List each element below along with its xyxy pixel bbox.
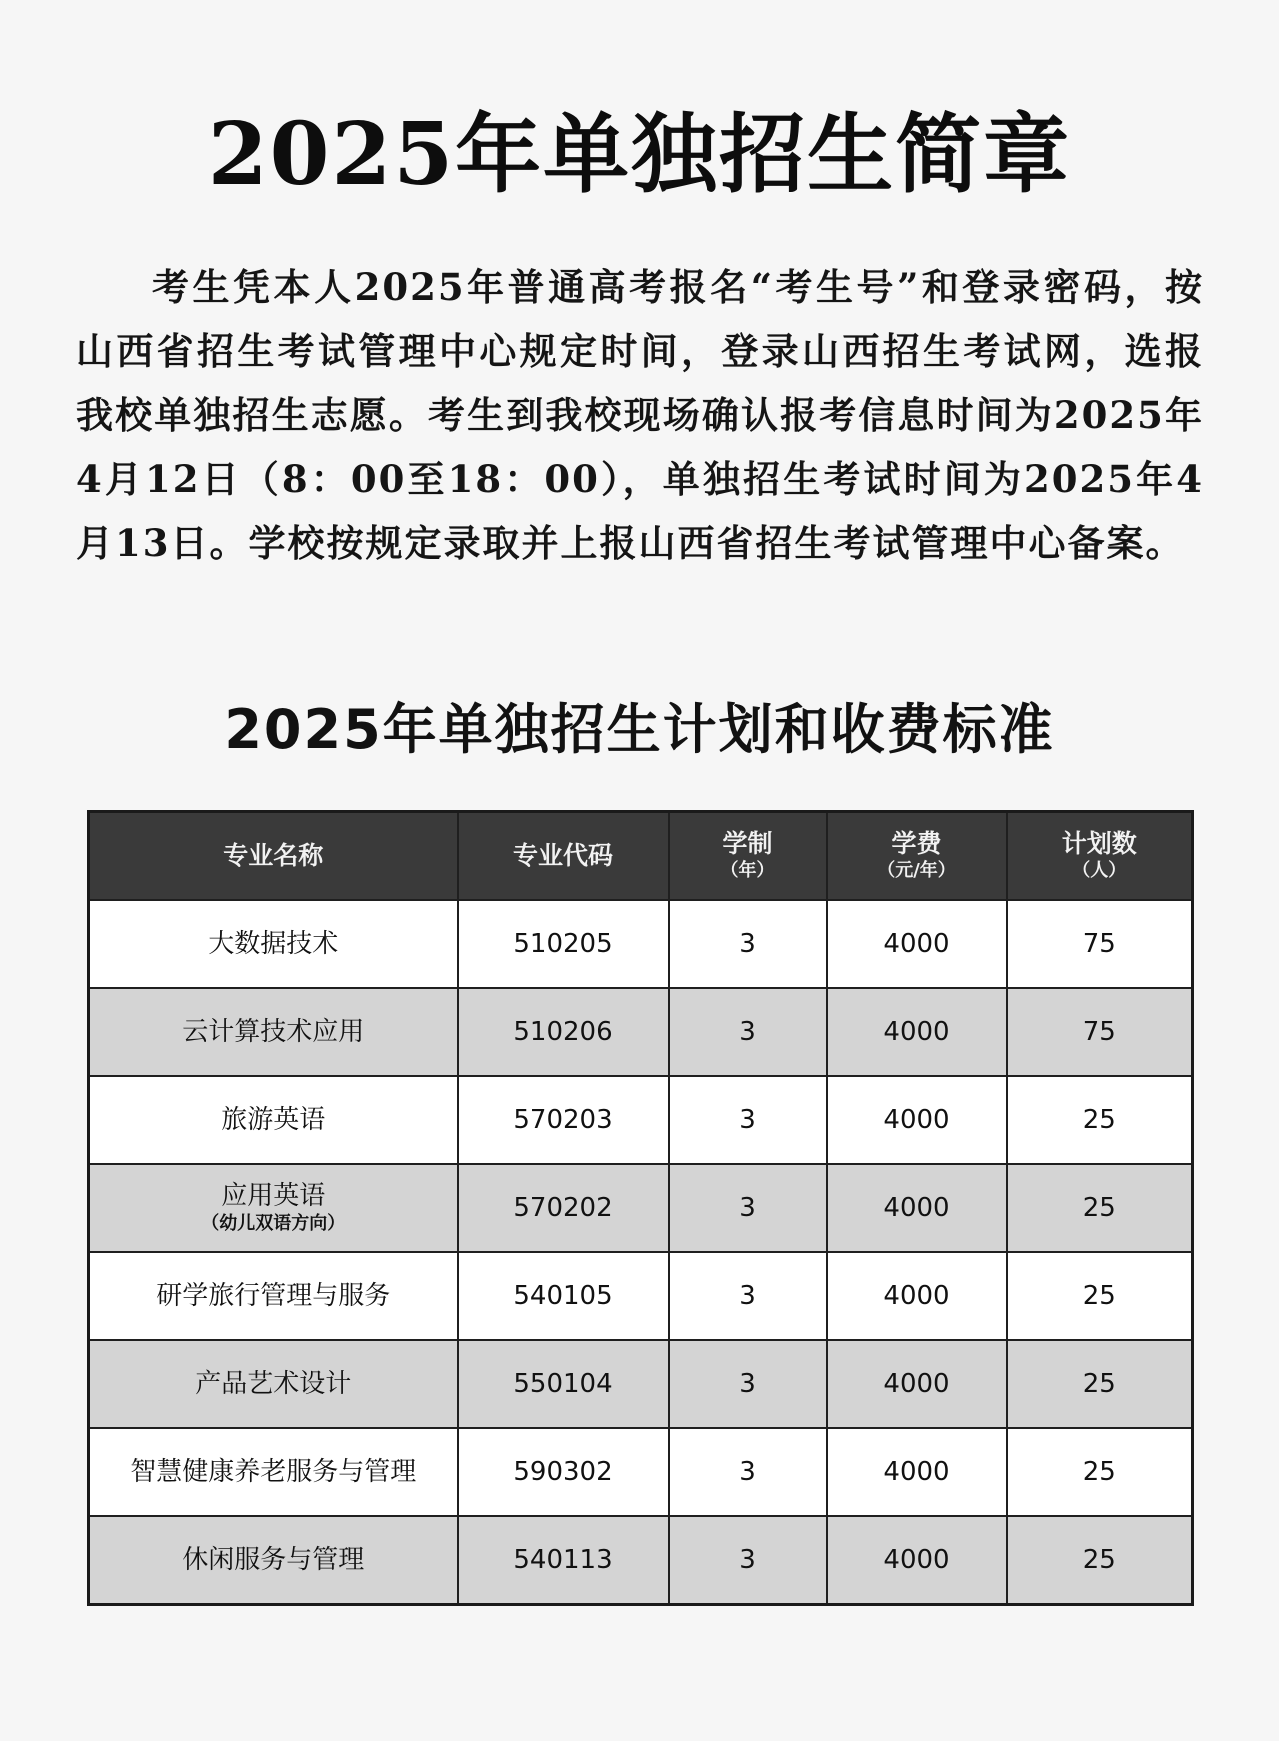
header-plan-count	[1007, 812, 1193, 901]
plan-subtitle: 2025年单独招生计划和收费标准	[224, 698, 1055, 761]
table-row	[89, 988, 1193, 1076]
cell-major-name	[89, 1428, 458, 1516]
cell-major-name	[89, 1340, 458, 1428]
major-name: 智慧健康养老服务与管理	[130, 1457, 417, 1487]
cell-major-name	[89, 988, 458, 1076]
cell-major-code: 590302	[458, 1428, 669, 1516]
cell-plan-count: 25	[1007, 1076, 1193, 1164]
cell-major-name	[89, 1076, 458, 1164]
table-row	[89, 1252, 1193, 1340]
cell-tuition: 4000	[827, 1252, 1007, 1340]
major-name: 大数据技术	[208, 929, 339, 959]
cell-major-code: 570202	[458, 1164, 669, 1252]
header-major-name	[89, 812, 458, 901]
cell-major-name	[89, 1252, 458, 1340]
header-label: 专业代码	[512, 841, 613, 870]
major-name: 云计算技术应用	[182, 1017, 365, 1047]
cell-plan-count: 25	[1007, 1516, 1193, 1605]
cell-duration: 3	[669, 1252, 827, 1340]
header-tuition	[827, 812, 1007, 901]
header-unit: （人）	[1072, 860, 1127, 881]
cell-duration: 3	[669, 1076, 827, 1164]
table-body	[89, 900, 1193, 1605]
cell-tuition: 4000	[827, 988, 1007, 1076]
header-duration	[669, 812, 827, 901]
cell-tuition: 4000	[827, 900, 1007, 988]
cell-duration: 3	[669, 1516, 827, 1605]
cell-tuition: 4000	[827, 1428, 1007, 1516]
cell-tuition: 4000	[827, 1164, 1007, 1252]
cell-plan-count: 25	[1007, 1252, 1193, 1340]
cell-duration: 3	[669, 1164, 827, 1252]
header-major-code	[458, 812, 669, 901]
table-row	[89, 900, 1193, 988]
cell-tuition: 4000	[827, 1076, 1007, 1164]
cell-major-code: 540113	[458, 1516, 669, 1605]
cell-major-code: 540105	[458, 1252, 669, 1340]
enrollment-plan-table	[87, 810, 1194, 1606]
cell-major-code: 510206	[458, 988, 669, 1076]
header-label: 计划数	[1061, 829, 1137, 858]
cell-plan-count: 75	[1007, 900, 1193, 988]
major-name: 研学旅行管理与服务	[156, 1281, 391, 1311]
table-row	[89, 1164, 1193, 1252]
major-note: （幼儿双语方向）	[201, 1213, 346, 1234]
cell-plan-count: 25	[1007, 1164, 1193, 1252]
cell-duration: 3	[669, 900, 827, 988]
header-label: 学费	[891, 829, 942, 858]
cell-plan-count: 75	[1007, 988, 1193, 1076]
cell-tuition: 4000	[827, 1340, 1007, 1428]
cell-plan-count: 25	[1007, 1428, 1193, 1516]
header-unit: （元/年）	[877, 860, 956, 881]
cell-major-code: 550104	[458, 1340, 669, 1428]
intro-paragraph: 考生凭本人2025年普通高考报名“考生号”和登录密码，按山西省招生考试管理中心规定时间，登录山西招生考试网，选报我校单独招生志愿。考生到我校现场确认报考信息时间为2025年4月12日（8：00至18：00），单独招生考试时间为2025年4月13日。学校按规定录取并上报山西省招生考试管理中心备案。	[76, 265, 1204, 565]
header-label: 学制	[722, 829, 773, 858]
major-name: 应用英语	[221, 1181, 326, 1211]
table-header	[89, 812, 1193, 901]
cell-major-name	[89, 1516, 458, 1605]
cell-duration: 3	[669, 988, 827, 1076]
cell-duration: 3	[669, 1428, 827, 1516]
cell-major-name	[89, 1164, 458, 1252]
table-row	[89, 1340, 1193, 1428]
main-title: 2025年单独招生简章	[207, 104, 1072, 205]
cell-major-name	[89, 900, 458, 988]
cell-duration: 3	[669, 1340, 827, 1428]
table-row	[89, 1516, 1193, 1605]
cell-major-code: 510205	[458, 900, 669, 988]
table-row	[89, 1428, 1193, 1516]
cell-plan-count: 25	[1007, 1340, 1193, 1428]
major-name: 产品艺术设计	[195, 1369, 352, 1399]
header-row	[89, 812, 1193, 901]
table-row	[89, 1076, 1193, 1164]
header-label: 专业名称	[223, 841, 324, 870]
major-name: 休闲服务与管理	[182, 1545, 365, 1575]
cell-major-code: 570203	[458, 1076, 669, 1164]
major-name: 旅游英语	[221, 1105, 326, 1135]
header-unit: （年）	[720, 860, 775, 881]
cell-tuition: 4000	[827, 1516, 1007, 1605]
